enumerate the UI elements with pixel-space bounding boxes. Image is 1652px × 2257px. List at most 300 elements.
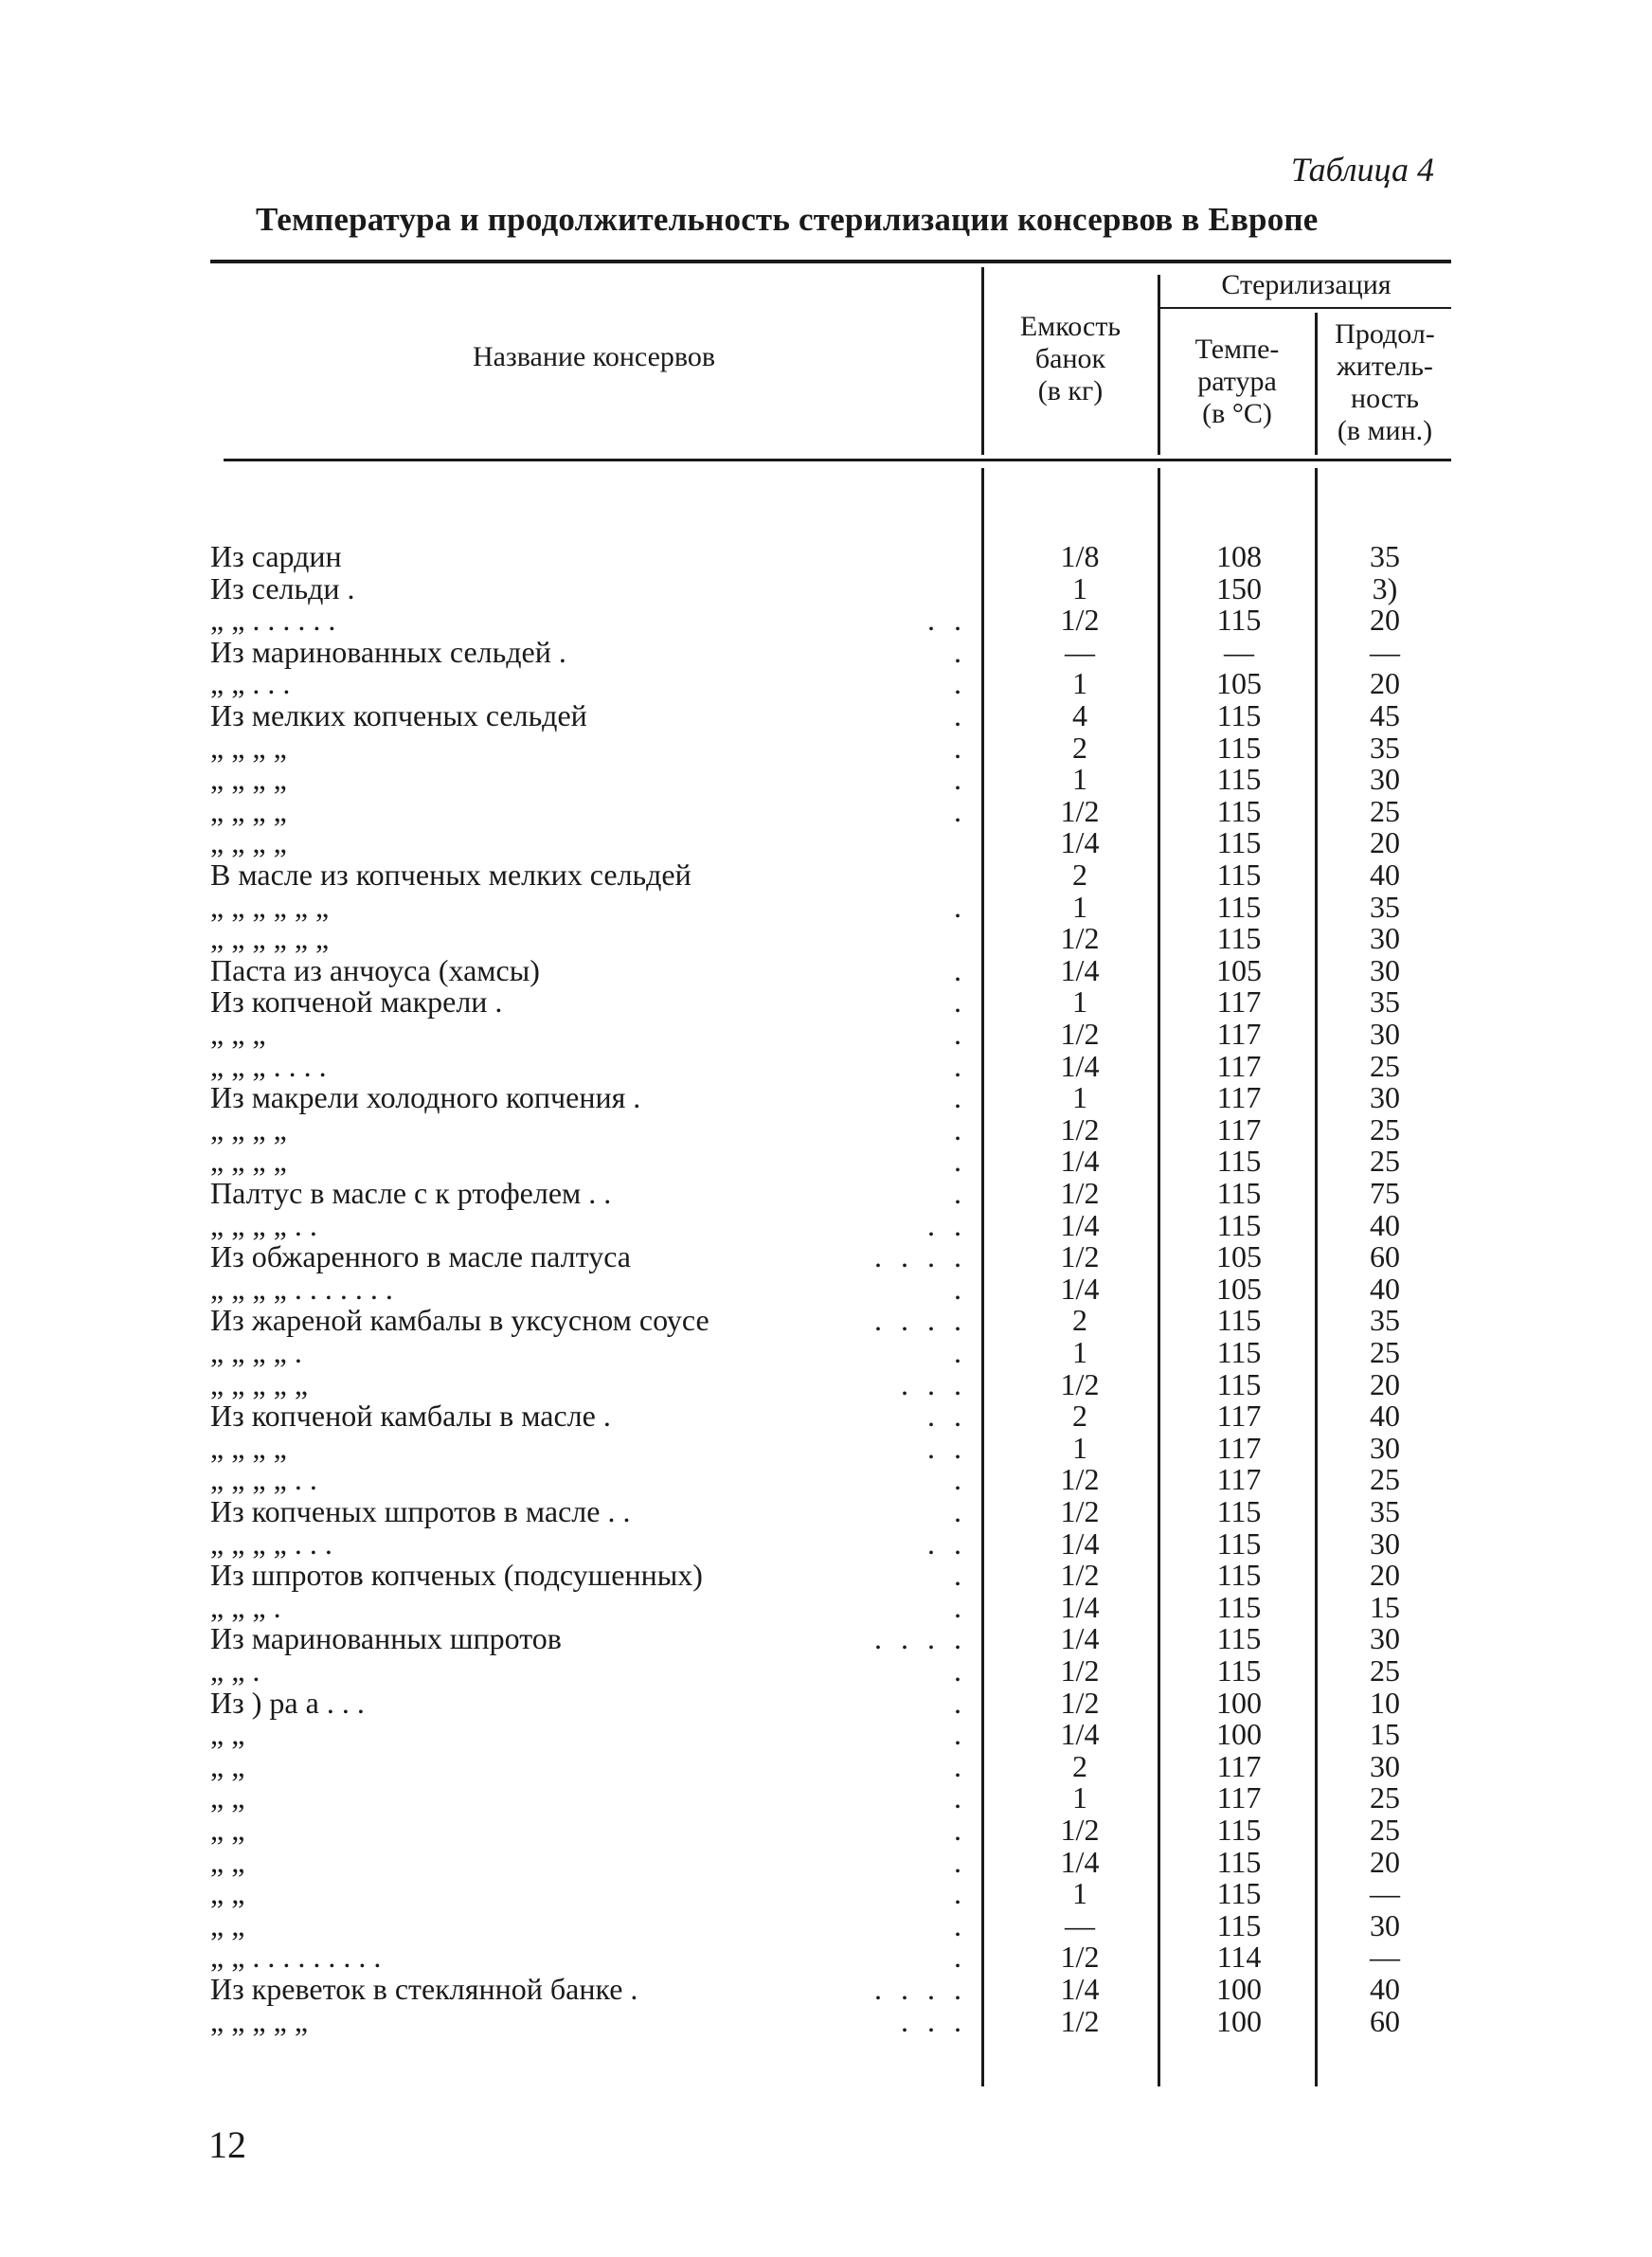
row-leader-dots: . xyxy=(954,1717,967,1752)
row-capacity: 1/2 xyxy=(1060,793,1100,828)
row-leader-dots: . xyxy=(954,1876,967,1911)
row-temperature: 117 xyxy=(1216,1399,1262,1434)
row-temperature: 105 xyxy=(1216,1271,1262,1306)
header-duration xyxy=(1319,318,1451,447)
row-temperature: 115 xyxy=(1216,793,1262,828)
row-name: „ „ „ „ xyxy=(210,730,287,765)
row-name: Из сардин xyxy=(210,539,342,573)
row-leader-dots: . xyxy=(954,1080,967,1115)
row-temperature: 115 xyxy=(1216,1907,1262,1942)
row-duration: 30 xyxy=(1370,1430,1400,1465)
sterilization-rule xyxy=(1160,307,1451,309)
table-row xyxy=(0,1209,1652,1241)
row-capacity: 2 xyxy=(1072,1399,1087,1434)
table-row xyxy=(0,1718,1652,1750)
row-name: „ „ . . . xyxy=(210,666,291,701)
row-temperature: 115 xyxy=(1216,1621,1262,1656)
row-leader-dots: . xyxy=(954,1748,967,1783)
row-name: „ „ . . . . . . . . . xyxy=(210,1940,382,1975)
header-temperature-line1: Темпе- xyxy=(1194,334,1280,365)
row-capacity: 1 xyxy=(1072,1876,1087,1911)
row-leader-dots: . xyxy=(954,1144,967,1179)
row-duration: 25 xyxy=(1370,1462,1400,1497)
row-leader-dots: . xyxy=(954,1558,967,1593)
table-row xyxy=(0,1463,1652,1495)
row-duration: 60 xyxy=(1370,2003,1400,2038)
header-name: Название консервов xyxy=(472,341,716,372)
row-temperature: 117 xyxy=(1216,1780,1262,1815)
row-duration: 30 xyxy=(1370,1080,1400,1115)
row-name: Из сельди . xyxy=(210,570,355,605)
row-name: Из маринованных шпротов xyxy=(210,1621,562,1656)
table-row xyxy=(0,1909,1652,1941)
row-capacity: 1 xyxy=(1072,1780,1087,1815)
table-row xyxy=(0,2005,1652,2037)
table-row xyxy=(0,1654,1652,1687)
row-capacity: 1/4 xyxy=(1060,1589,1100,1624)
row-name: „ „ „ „ . xyxy=(210,1335,302,1369)
row-leader-dots: . xyxy=(954,1176,967,1210)
row-duration: 40 xyxy=(1370,1399,1400,1434)
row-name: Из макрели холодного копчения . xyxy=(210,1080,641,1115)
row-leader-dots: . xyxy=(954,1271,967,1306)
row-name: Из обжаренного в масле палтуса xyxy=(210,1239,631,1274)
row-duration: 35 xyxy=(1370,889,1400,924)
row-leader-dots: . xyxy=(954,1589,967,1624)
row-temperature: 100 xyxy=(1216,2003,1262,2038)
row-duration: 30 xyxy=(1370,1526,1400,1561)
row-duration: 35 xyxy=(1370,1303,1400,1338)
row-temperature: 117 xyxy=(1216,1048,1262,1083)
row-name: В масле из копченых мелких сельдей xyxy=(210,858,691,892)
table-row xyxy=(0,1399,1652,1432)
header-duration-line4: (в мин.) xyxy=(1337,415,1433,446)
row-temperature: 115 xyxy=(1216,825,1262,860)
row-duration: 15 xyxy=(1370,1717,1400,1752)
row-temperature: 115 xyxy=(1216,1589,1262,1624)
row-duration: 40 xyxy=(1370,1972,1400,2006)
row-capacity: 1/4 xyxy=(1060,1972,1100,2006)
table-row xyxy=(0,763,1652,795)
table-row xyxy=(0,1687,1652,1719)
row-temperature: 115 xyxy=(1216,1335,1262,1369)
row-duration: 15 xyxy=(1370,1589,1400,1624)
row-name: Палтус в масле с к ртофелем . . xyxy=(210,1176,612,1210)
row-temperature: 115 xyxy=(1216,1526,1262,1561)
row-duration: 30 xyxy=(1370,762,1400,797)
row-capacity: 1/4 xyxy=(1060,1526,1100,1561)
row-leader-dots: . . xyxy=(927,1526,967,1561)
row-temperature: 115 xyxy=(1216,603,1262,638)
row-capacity: 1/2 xyxy=(1060,1558,1100,1593)
header-capacity xyxy=(985,311,1156,407)
header-temperature xyxy=(1161,334,1313,430)
row-temperature: 115 xyxy=(1216,1144,1262,1179)
table-row xyxy=(0,1750,1652,1782)
row-name: „ „ „ „ . . xyxy=(210,1462,317,1497)
row-name: Паста из анчоуса (хамсы) xyxy=(210,952,540,987)
row-capacity: 1/2 xyxy=(1060,1176,1100,1210)
row-name: Из маринованных сельдей . xyxy=(210,634,566,669)
row-name: Из жареной камбалы в уксусном соусе xyxy=(210,1303,709,1338)
row-temperature: 117 xyxy=(1216,1017,1262,1051)
row-capacity: 1/4 xyxy=(1060,1717,1100,1752)
row-temperature: 115 xyxy=(1216,858,1262,892)
row-name: „ „ „ „ xyxy=(210,825,287,860)
row-duration: 40 xyxy=(1370,858,1400,892)
row-temperature: 115 xyxy=(1216,1366,1262,1401)
row-leader-dots: . . . xyxy=(901,1366,967,1401)
table-row xyxy=(0,1781,1652,1814)
row-capacity: 1/4 xyxy=(1060,825,1100,860)
row-leader-dots: . . . xyxy=(901,2003,967,2038)
row-duration: 25 xyxy=(1370,1144,1400,1179)
row-name: Из ) ра а . . . xyxy=(210,1685,365,1720)
row-leader-dots: . xyxy=(954,793,967,828)
row-temperature: 105 xyxy=(1216,952,1262,987)
row-duration: 75 xyxy=(1370,1176,1400,1210)
row-name: „ „ xyxy=(210,1748,245,1783)
table-row xyxy=(0,540,1652,572)
table-row xyxy=(0,1304,1652,1336)
table-row xyxy=(0,604,1652,636)
row-duration: 60 xyxy=(1370,1239,1400,1274)
row-capacity: 1/2 xyxy=(1060,1685,1100,1720)
row-capacity: 1/2 xyxy=(1060,1111,1100,1147)
row-name: „ „ „ „ „ „ xyxy=(210,889,330,924)
row-capacity: 1/2 xyxy=(1060,1494,1100,1528)
row-duration: — xyxy=(1370,634,1400,669)
row-duration: 25 xyxy=(1370,1111,1400,1147)
row-name: „ „ „ „ xyxy=(210,762,287,797)
header-temperature-line2: ратура xyxy=(1197,366,1277,397)
table-row xyxy=(0,1973,1652,2005)
row-temperature: 115 xyxy=(1216,730,1262,765)
row-capacity: 2 xyxy=(1072,1748,1087,1783)
row-capacity: 1/4 xyxy=(1060,1621,1100,1656)
row-name: „ „ xyxy=(210,1813,245,1847)
row-temperature: 117 xyxy=(1216,1748,1262,1783)
row-temperature: 115 xyxy=(1216,1653,1262,1688)
table-row xyxy=(0,1941,1652,1973)
table-title: Температура и продолжительность стерилизации консервов в Европе xyxy=(256,201,1319,238)
row-name: Из копченой макрели . xyxy=(210,984,503,1020)
row-duration: 35 xyxy=(1370,984,1400,1020)
table-row xyxy=(0,922,1652,954)
row-leader-dots: . xyxy=(954,952,967,987)
row-duration: 35 xyxy=(1370,539,1400,573)
row-leader-dots: . xyxy=(954,1494,967,1528)
row-duration: 30 xyxy=(1370,1748,1400,1783)
row-duration: 20 xyxy=(1370,825,1400,860)
table-row xyxy=(0,985,1652,1018)
row-leader-dots: . xyxy=(954,1907,967,1942)
row-leader-dots: . xyxy=(954,889,967,924)
row-name: Из мелких копченых сельдей xyxy=(210,698,587,732)
row-capacity: 1/2 xyxy=(1060,2003,1100,2038)
table-row xyxy=(0,1240,1652,1273)
row-capacity: 1/4 xyxy=(1060,1144,1100,1179)
row-duration: 25 xyxy=(1370,1653,1400,1688)
table-row xyxy=(0,1018,1652,1050)
row-name: „ „ xyxy=(210,1907,245,1942)
row-temperature: 117 xyxy=(1216,1430,1262,1465)
row-capacity: 2 xyxy=(1072,1303,1087,1338)
row-duration: 40 xyxy=(1370,1207,1400,1242)
row-leader-dots: . xyxy=(954,1780,967,1815)
header-duration-line2: житель- xyxy=(1337,351,1433,382)
table-row xyxy=(0,1846,1652,1878)
column-divider-1 xyxy=(981,267,984,455)
table-row xyxy=(0,636,1652,668)
table-row xyxy=(0,1495,1652,1527)
table-row xyxy=(0,954,1652,986)
row-leader-dots: . xyxy=(954,666,967,701)
table-row xyxy=(0,572,1652,605)
table-row xyxy=(0,1113,1652,1146)
row-duration: 35 xyxy=(1370,730,1400,765)
header-capacity-line2: банок xyxy=(1034,343,1106,374)
header-bottom-rule xyxy=(224,459,1451,461)
row-duration: 25 xyxy=(1370,793,1400,828)
row-leader-dots: . . xyxy=(927,1399,967,1434)
row-temperature: 150 xyxy=(1216,570,1262,605)
row-leader-dots: . xyxy=(954,984,967,1020)
row-name: „ „ „ xyxy=(210,1017,266,1051)
row-capacity: 1/8 xyxy=(1060,539,1100,573)
row-duration: 3) xyxy=(1372,570,1398,605)
row-name: „ „ „ „ xyxy=(210,793,287,828)
row-name: „ „ „ „ xyxy=(210,1430,287,1465)
row-capacity: — xyxy=(1065,1907,1095,1942)
row-duration: — xyxy=(1370,1876,1400,1911)
row-leader-dots: . xyxy=(954,1653,967,1688)
table-row xyxy=(0,1336,1652,1368)
table-row xyxy=(0,1368,1652,1400)
table-row xyxy=(0,1559,1652,1591)
row-duration: 25 xyxy=(1370,1813,1400,1847)
table-row xyxy=(0,1177,1652,1209)
row-leader-dots: . . xyxy=(927,1430,967,1465)
table-row xyxy=(0,1877,1652,1909)
row-duration: 25 xyxy=(1370,1335,1400,1369)
row-duration: — xyxy=(1370,1940,1400,1975)
row-name: „ „ . . . . . . xyxy=(210,603,336,638)
row-temperature: 115 xyxy=(1216,1303,1262,1338)
row-temperature: 100 xyxy=(1216,1717,1262,1752)
row-name: Из копченой камбалы в масле . xyxy=(210,1399,611,1434)
row-name: „ „ „ „ xyxy=(210,1144,287,1179)
table-row xyxy=(0,826,1652,858)
row-temperature: 115 xyxy=(1216,921,1262,956)
row-capacity: 2 xyxy=(1072,858,1087,892)
row-leader-dots: . xyxy=(954,698,967,732)
row-duration: 10 xyxy=(1370,1685,1400,1720)
table-row xyxy=(0,1432,1652,1464)
row-duration: 30 xyxy=(1370,921,1400,956)
header-capacity-line1: Емкость xyxy=(1019,311,1122,342)
table-row xyxy=(0,891,1652,923)
table-row xyxy=(0,731,1652,764)
row-name: „ „ „ . . . . xyxy=(210,1048,327,1083)
row-capacity: — xyxy=(1065,634,1095,669)
row-duration: 45 xyxy=(1370,698,1400,732)
row-capacity: 1/2 xyxy=(1060,1940,1100,1975)
row-leader-dots: . . xyxy=(927,1207,967,1242)
row-leader-dots: . xyxy=(954,1111,967,1147)
row-temperature: 115 xyxy=(1216,698,1262,732)
row-leader-dots: . . . . xyxy=(874,1972,967,2006)
row-capacity: 1/2 xyxy=(1060,1813,1100,1847)
row-name: „ „ xyxy=(210,1717,245,1752)
row-capacity: 1 xyxy=(1072,1430,1087,1465)
row-capacity: 1/2 xyxy=(1060,1653,1100,1688)
row-capacity: 1/4 xyxy=(1060,1048,1100,1083)
row-duration: 35 xyxy=(1370,1494,1400,1528)
row-leader-dots: . xyxy=(954,1940,967,1975)
row-temperature: 117 xyxy=(1216,984,1262,1020)
row-capacity: 1/4 xyxy=(1060,1207,1100,1242)
table-row xyxy=(0,1527,1652,1560)
row-capacity: 1/2 xyxy=(1060,1017,1100,1051)
row-temperature: — xyxy=(1224,634,1254,669)
row-capacity: 2 xyxy=(1072,730,1087,765)
row-temperature: 114 xyxy=(1216,1940,1262,1975)
row-name: „ „ „ „ xyxy=(210,1111,287,1147)
row-temperature: 115 xyxy=(1216,889,1262,924)
header-capacity-line3: (в кг) xyxy=(1037,375,1104,406)
table-row xyxy=(0,1622,1652,1654)
row-capacity: 1/2 xyxy=(1060,1366,1100,1401)
row-capacity: 1 xyxy=(1072,762,1087,797)
row-name: Из шпротов копченых (подсушенных) xyxy=(210,1558,703,1593)
row-leader-dots: . xyxy=(954,1048,967,1083)
row-duration: 30 xyxy=(1370,1907,1400,1942)
row-name: „ „ „ „ . . xyxy=(210,1207,317,1242)
row-duration: 25 xyxy=(1370,1048,1400,1083)
row-leader-dots: . . . . xyxy=(874,1303,967,1338)
row-name: Из креветок в стеклянной банке . xyxy=(210,1972,638,2006)
row-capacity: 1/2 xyxy=(1060,921,1100,956)
row-temperature: 115 xyxy=(1216,1876,1262,1911)
row-temperature: 115 xyxy=(1216,1207,1262,1242)
row-temperature: 117 xyxy=(1216,1080,1262,1115)
row-duration: 20 xyxy=(1370,666,1400,701)
row-capacity: 1/4 xyxy=(1060,1844,1100,1879)
row-leader-dots: . xyxy=(954,1813,967,1847)
row-temperature: 105 xyxy=(1216,1239,1262,1274)
table-row xyxy=(0,1591,1652,1623)
row-name: „ „ „ „ „ „ xyxy=(210,921,330,956)
row-temperature: 117 xyxy=(1216,1111,1262,1147)
row-duration: 20 xyxy=(1370,603,1400,638)
row-name: „ „ „ „ „ xyxy=(210,1366,309,1401)
header-temperature-line3: (в °С) xyxy=(1202,398,1272,429)
row-temperature: 108 xyxy=(1216,539,1262,573)
header-sterilization: Стерилизация xyxy=(1221,269,1392,300)
table-row xyxy=(0,667,1652,699)
table-row xyxy=(0,1814,1652,1846)
row-duration: 30 xyxy=(1370,1621,1400,1656)
row-capacity: 1 xyxy=(1072,889,1087,924)
row-leader-dots: . xyxy=(954,1335,967,1369)
row-name: „ „ xyxy=(210,1844,245,1879)
row-temperature: 115 xyxy=(1216,1558,1262,1593)
row-leader-dots: . . . . xyxy=(874,1621,967,1656)
row-temperature: 115 xyxy=(1216,1844,1262,1879)
row-leader-dots: . xyxy=(954,730,967,765)
row-duration: 30 xyxy=(1370,1017,1400,1051)
page-number: 12 xyxy=(208,2123,246,2166)
row-duration: 40 xyxy=(1370,1271,1400,1306)
row-temperature: 100 xyxy=(1216,1972,1262,2006)
row-duration: 20 xyxy=(1370,1366,1400,1401)
row-name: „ „ „ „ . . . . . . . xyxy=(210,1271,393,1306)
row-capacity: 4 xyxy=(1072,698,1087,732)
row-capacity: 1 xyxy=(1072,666,1087,701)
row-name: „ „ xyxy=(210,1876,245,1911)
row-temperature: 115 xyxy=(1216,762,1262,797)
table-row xyxy=(0,1145,1652,1177)
row-capacity: 1 xyxy=(1072,1335,1087,1369)
row-duration: 30 xyxy=(1370,952,1400,987)
table-row xyxy=(0,858,1652,891)
row-name: „ „ . xyxy=(210,1653,260,1688)
row-name: „ „ „ „ „ xyxy=(210,2003,309,2038)
top-rule xyxy=(210,260,1451,263)
row-leader-dots: . . xyxy=(927,603,967,638)
row-temperature: 105 xyxy=(1216,666,1262,701)
row-leader-dots: . xyxy=(954,762,967,797)
row-capacity: 1 xyxy=(1072,984,1087,1020)
row-capacity: 1/4 xyxy=(1060,952,1100,987)
row-capacity: 1/2 xyxy=(1060,603,1100,638)
table-row xyxy=(0,1050,1652,1082)
row-temperature: 115 xyxy=(1216,1176,1262,1210)
column-divider-3 xyxy=(1315,313,1318,455)
table-row xyxy=(0,795,1652,827)
row-duration: 25 xyxy=(1370,1780,1400,1815)
table-row xyxy=(0,1273,1652,1305)
table-row xyxy=(0,1081,1652,1113)
row-temperature: 100 xyxy=(1216,1685,1262,1720)
header-duration-line3: ность xyxy=(1351,383,1419,414)
row-name: „ „ „ „ . . . xyxy=(210,1526,332,1561)
row-name: Из копченых шпротов в масле . . xyxy=(210,1494,631,1528)
row-capacity: 1 xyxy=(1072,1080,1087,1115)
table-caption: Таблица 4 xyxy=(1290,151,1434,189)
row-capacity: 1/2 xyxy=(1060,1239,1100,1274)
row-capacity: 1/4 xyxy=(1060,1271,1100,1306)
row-name: „ „ „ . xyxy=(210,1589,281,1624)
row-capacity: 1 xyxy=(1072,570,1087,605)
row-temperature: 115 xyxy=(1216,1813,1262,1847)
table-row xyxy=(0,699,1652,731)
header-duration-line1: Продол- xyxy=(1335,318,1435,350)
row-temperature: 115 xyxy=(1216,1494,1262,1528)
column-divider-2 xyxy=(1158,275,1160,455)
row-temperature: 117 xyxy=(1216,1462,1262,1497)
row-leader-dots: . . . . xyxy=(874,1239,967,1274)
row-duration: 20 xyxy=(1370,1558,1400,1593)
row-name: „ „ xyxy=(210,1780,245,1815)
row-leader-dots: . xyxy=(954,1017,967,1051)
row-leader-dots: . xyxy=(954,1685,967,1720)
row-capacity: 1/2 xyxy=(1060,1462,1100,1497)
row-leader-dots: . xyxy=(954,634,967,669)
row-leader-dots: . xyxy=(954,1844,967,1879)
row-duration: 20 xyxy=(1370,1844,1400,1879)
